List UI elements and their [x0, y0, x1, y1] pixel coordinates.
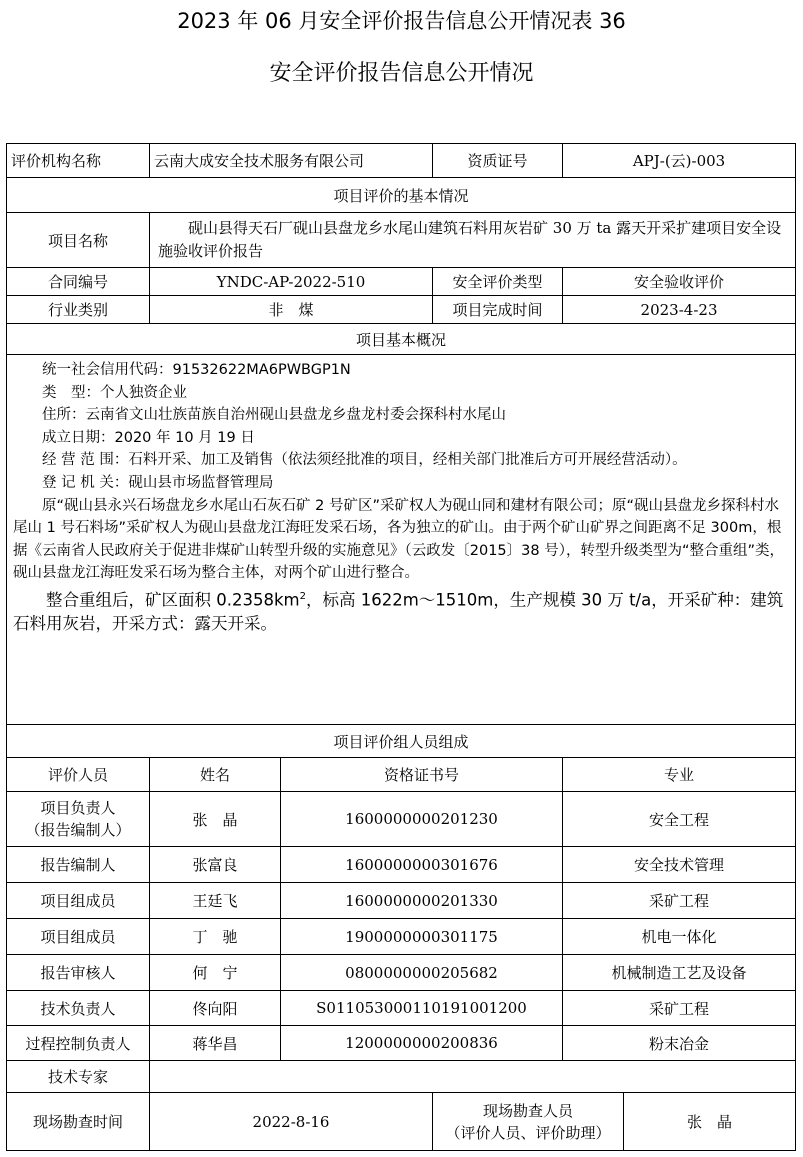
project-name-value: 砚山县得天石厂砚山县盘龙乡水尾山建筑石料用灰岩矿 30 万 ta 露天开采扩建项目安全设施验收评价报告 — [150, 213, 796, 268]
merger-history: 原“砚山县永兴石场盘龙乡水尾山石灰石矿 2 号矿区”采矿权人为砚山同和建材有限公司；原“砚山县盘龙乡探科村水尾山 1 号石料场”采矿权人为砚山县盘龙江海旺发采石场，各为独立的矿山。由于两个矿山矿界之间距离不足 300m，根据《云南省人民政府关于促进非煤矿山转型升级的实施意见》（云政发〔2015〕38 号），转型升级类型为“整合重组”类，砚山县盘龙江海旺发采石场为整合主体，对两个矿山进行整合。 — [13, 497, 784, 582]
finish-value: 2023-4-23 — [563, 296, 796, 324]
cert-label: 资质证号 — [433, 144, 563, 178]
member-role: 过程控制负责人 — [7, 1026, 150, 1061]
project-name-label: 项目名称 — [7, 213, 150, 268]
registrar: 登 记 机 关：砚山县市场监督管理局 — [42, 474, 274, 491]
page-subtitle: 安全评价报告信息公开情况 — [269, 61, 534, 86]
cert-value: APJ-(云)-003 — [563, 144, 796, 178]
member-major: 安全技术管理 — [563, 847, 796, 883]
member-name: 蒋华昌 — [150, 1026, 281, 1061]
team-header-major: 专业 — [563, 758, 796, 792]
finish-label: 项目完成时间 — [433, 296, 563, 324]
industry-value: 非 煤 — [150, 296, 433, 324]
member-role: 项目负责人 （报告编制人） — [7, 792, 150, 847]
member-cert: 0800000000205682 — [281, 955, 563, 991]
org-name-label: 评价机构名称 — [7, 144, 150, 178]
member-role: 报告编制人 — [7, 847, 150, 883]
member-major: 机械制造工艺及设备 — [563, 955, 796, 991]
table-row — [7, 991, 796, 1026]
table-row — [7, 883, 796, 919]
table-row — [7, 847, 796, 883]
merger-result: 整合重组后，矿区面积 $0.2358km^2$，标高 1622m～1510m，生产规模 30 万 t/a，开采矿种：建筑石料用灰岩，开采方式：露天开采。 — [13, 590, 784, 634]
eval-type-value: 安全验收评价 — [563, 268, 796, 296]
member-role: 报告审核人 — [7, 955, 150, 991]
page-title: 2023 年 06 月安全评价报告信息公开情况表 36 — [177, 9, 626, 33]
team-header-role: 评价人员 — [7, 758, 150, 792]
member-cert: 1900000000301175 — [281, 919, 563, 955]
member-cert: 1600000000201230 — [281, 792, 563, 847]
company-type: 类 型：个人独资企业 — [42, 384, 187, 401]
survey-time-label: 现场勘查时间 — [7, 1093, 150, 1151]
survey-staff-title: 现场勘查人员 — [483, 1101, 574, 1120]
contract-value: YNDC-AP-2022-510 — [150, 268, 433, 296]
member-role: 项目组成员 — [7, 883, 150, 919]
business-scope: 经 营 范 围：石料开采、加工及销售（依法须经批准的项目，经相关部门批准后方可开展经营活动）。 — [42, 452, 687, 469]
table-row — [7, 792, 796, 847]
member-cert: 1200000000200836 — [281, 1026, 563, 1061]
member-major: 粉末冶金 — [563, 1026, 796, 1061]
expert-value — [150, 1061, 796, 1093]
member-name: 张富良 — [150, 847, 281, 883]
member-name: 佟向阳 — [150, 991, 281, 1026]
org-name-value: 云南大成安全技术服务有限公司 — [150, 144, 433, 178]
member-cert: 1600000000301676 — [281, 847, 563, 883]
disclosure-table — [6, 143, 796, 1151]
founded-date: 成立日期：2020 年 10 月 19 日 — [42, 429, 255, 446]
section-basic-title: 项目评价的基本情况 — [7, 178, 796, 213]
member-major: 采矿工程 — [563, 883, 796, 919]
industry-label: 行业类别 — [7, 296, 150, 324]
section-team-title: 项目评价组人员组成 — [7, 725, 796, 758]
survey-time-value: 2022-8-16 — [150, 1093, 433, 1151]
table-row — [7, 955, 796, 991]
member-major: 机电一体化 — [563, 919, 796, 955]
overview-body — [7, 355, 796, 725]
member-name: 王廷飞 — [150, 883, 281, 919]
credit-code: 统一社会信用代码：91532622MA6PWBGP1N — [42, 362, 351, 378]
member-name: 丁 驰 — [150, 919, 281, 955]
member-role: 技术负责人 — [7, 991, 150, 1026]
member-role: 项目组成员 — [7, 919, 150, 955]
team-header-cert: 资格证书号 — [281, 758, 563, 792]
member-name: 张 晶 — [150, 792, 281, 847]
section-overview-title: 项目基本概况 — [7, 324, 796, 355]
member-cert: S011053000110191001200 — [281, 991, 563, 1026]
member-major: 采矿工程 — [563, 991, 796, 1026]
member-major: 安全工程 — [563, 792, 796, 847]
table-row — [7, 919, 796, 955]
team-header-name: 姓名 — [150, 758, 281, 792]
contract-label: 合同编号 — [7, 268, 150, 296]
company-address: 住所：云南省文山壮族苗族自治州砚山县盘龙乡盘龙村委会探科村水尾山 — [42, 407, 506, 424]
survey-staff-subtitle: （评价人员、评价助理） — [445, 1123, 611, 1142]
expert-label: 技术专家 — [7, 1061, 150, 1093]
survey-staff-value: 张 晶 — [624, 1093, 796, 1151]
survey-staff-label — [433, 1093, 624, 1151]
member-cert: 1600000000201330 — [281, 883, 563, 919]
eval-type-label: 安全评价类型 — [433, 268, 563, 296]
member-name: 何 宁 — [150, 955, 281, 991]
table-row — [7, 1026, 796, 1061]
